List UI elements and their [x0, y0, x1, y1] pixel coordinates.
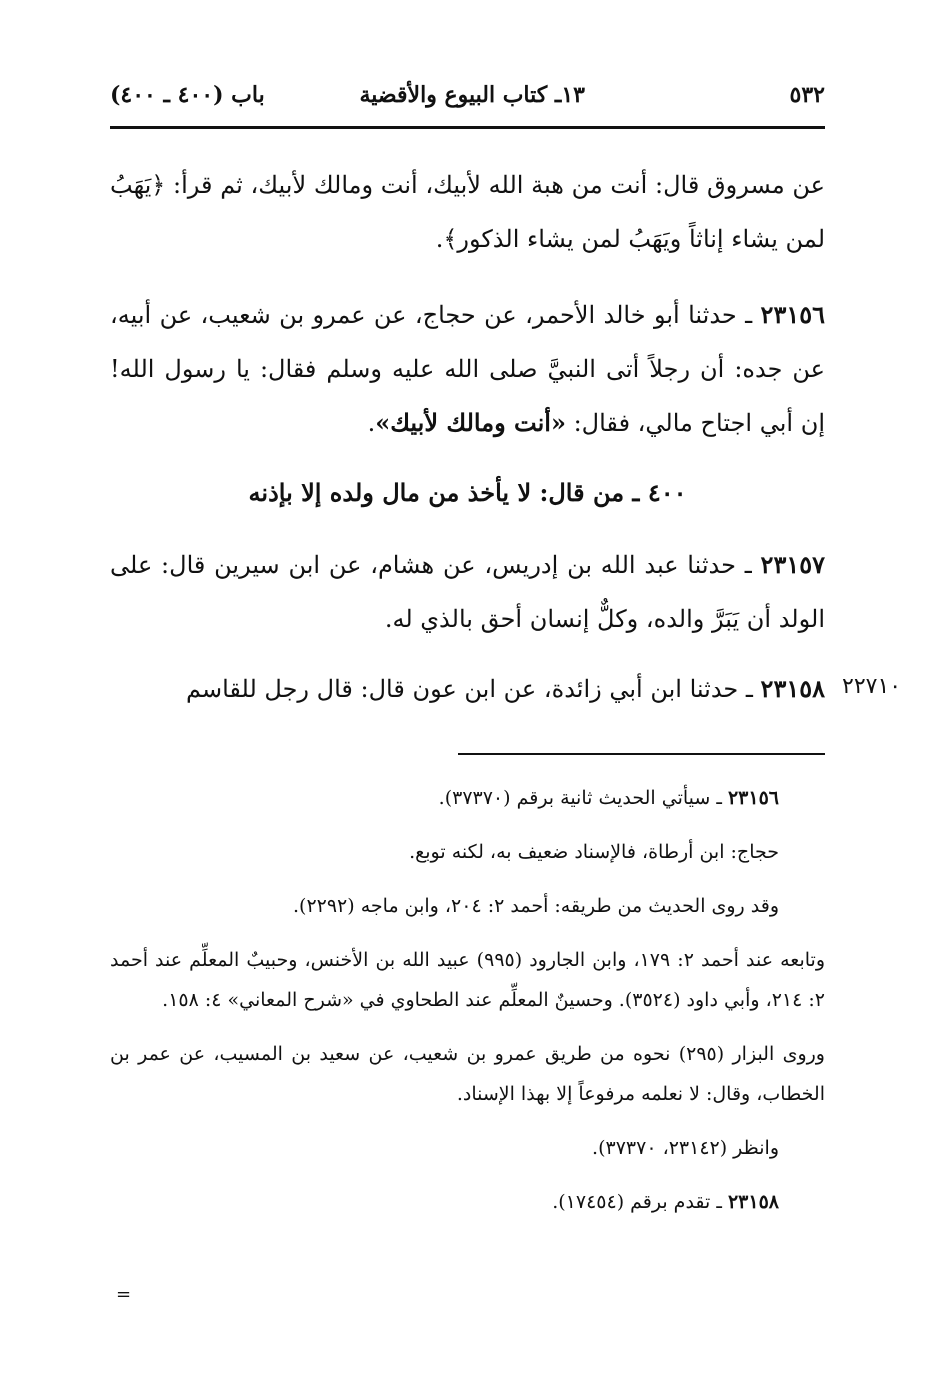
hadith-text: ـ حدثنا عبد الله بن إدريس، عن هشام، عن ابن سيرين قال: على الولد أن يَبَرَّ والده، وكلٌّ إنسان أحق بالذي له.	[110, 551, 825, 633]
end-mark: =	[116, 1284, 132, 1305]
chapter-range: باب (٤٠٠ ـ ٤٠٠)	[110, 82, 265, 108]
footnote-number: ٢٣١٥٦	[727, 787, 779, 809]
hadith-23156	[110, 288, 825, 450]
paragraph-text: عن مسروق قال: أنت من هبة الله لأبيك، أنت ومالك لأبيك، ثم قرأ: ﴿يَهَبُ لمن يشاء إناثاً ويَهَبُ لمن يشاء الذكور﴾.	[110, 171, 825, 253]
hadith-end: .	[367, 409, 376, 437]
hadith-text: ـ حدثنا ابن أبي زائدة، عن ابن عون قال: قال رجل للقاسم	[186, 675, 761, 703]
running-header	[110, 82, 825, 122]
footnote-line: حجاج: ابن أرطاة، فالإسناد ضعيف به، لكنه توبع.	[409, 841, 779, 863]
book-title: ١٣ـ كتاب البيوع والأقضية	[359, 82, 585, 108]
footnote-23156	[110, 778, 825, 818]
main-text	[110, 158, 825, 732]
footnote-number: ٢٣١٥٨	[727, 1191, 779, 1213]
footnote-23158	[110, 1182, 825, 1222]
hadith-23157	[110, 538, 825, 646]
hadith-text: ـ حدثنا أبو خالد الأحمر، عن حجاج، عن عمرو بن شعيب، عن أبيه، عن جده: أن رجلاً أتى النبيَّ صلى الله عليه وسلم فقال: يا رسول الله! إن أبي اجتاح مالي، فقال:	[110, 301, 825, 437]
hadith-number: ٢٣١٥٧	[760, 550, 825, 579]
paragraph-continuation	[110, 158, 825, 266]
page-number: ٥٣٢	[789, 82, 825, 108]
footnote-rule	[458, 753, 825, 755]
header-rule	[110, 126, 825, 129]
hadith-number: ٢٣١٥٨	[760, 674, 825, 703]
hadith-23158	[110, 662, 825, 716]
footnotes	[110, 778, 825, 1236]
footnote-line: وتابعه عند أحمد ٢: ١٧٩، وابن الجارود (٩٩٥) عبيد الله بن الأخنس، وحبيبٌ المعلِّم عند أحمد ٢: ٢١٤، وأبي داود (٣٥٢٤). وحسينٌ المعلِّم عند الطحاوي في «شرح المعاني» ٤: ١٥٨.	[110, 949, 825, 1011]
margin-number: ٢٢٧١٠	[842, 674, 902, 699]
footnote-line: وانظر (٢٣١٤٢، ٣٧٣٧٠).	[592, 1137, 779, 1159]
footnote-line: وقد روى الحديث من طريقه: أحمد ٢: ٢٠٤، وابن ماجه (٢٢٩٢).	[292, 895, 779, 917]
section-heading: ٤٠٠ ـ من قال: لا يأخذ من مال ولده إلا بإذنه	[248, 478, 687, 507]
footnote-text: ـ تقدم برقم (١٧٤٥٤).	[552, 1191, 728, 1213]
footnote-text: ـ سيأتي الحديث ثانية برقم (٣٧٣٧٠).	[438, 787, 728, 809]
hadith-number: ٢٣١٥٦	[760, 300, 825, 329]
footnote-line: وروى البزار (٢٩٥) نحوه من طريق عمرو بن شعيب، عن سعيد بن المسيب، عن عمر بن الخطاب، وقال: لا نعلمه مرفوعاً إلا بهذا الإسناد.	[110, 1043, 825, 1105]
hadith-quote: «أنت ومالك لأبيك»	[375, 408, 566, 437]
